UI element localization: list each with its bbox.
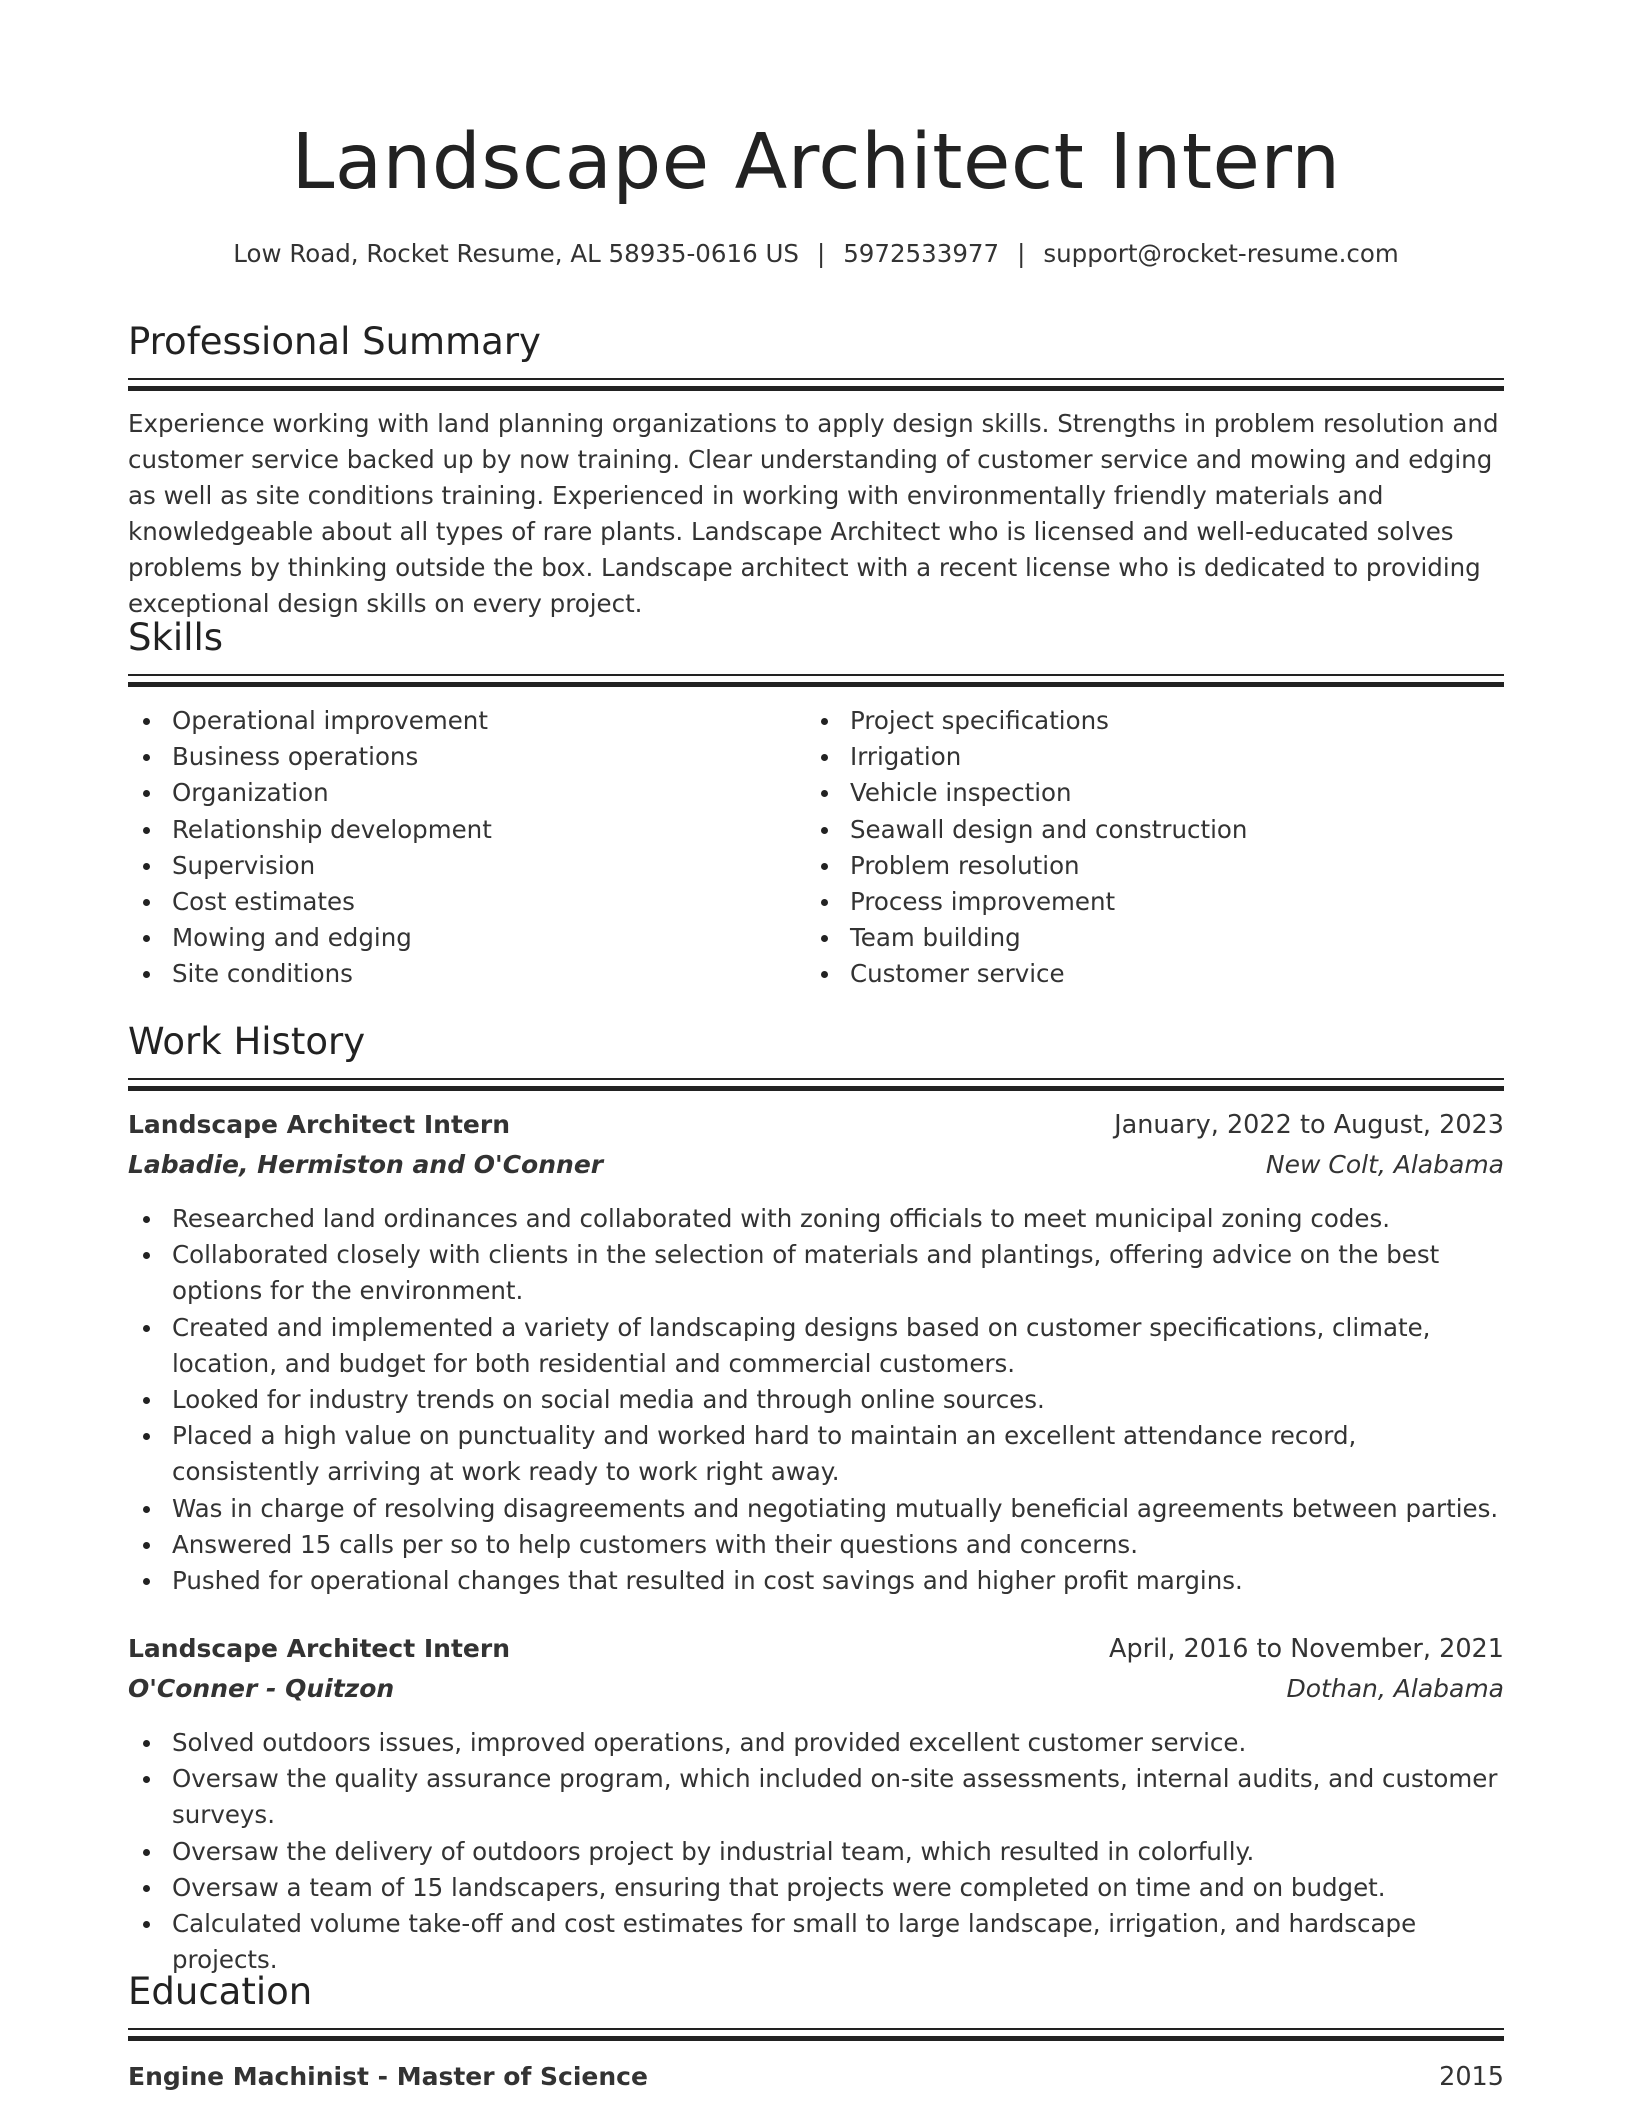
skill-item: Relationship development (128, 812, 788, 848)
job-dates: January, 2022 to August, 2023 (1114, 1110, 1504, 1140)
skill-item: Site conditions (128, 956, 788, 992)
job-title: Landscape Architect Intern (128, 1634, 510, 1663)
job-bullet: Solved outdoors issues, improved operations, and provided excellent customer service. (128, 1725, 1504, 1761)
skill-item: Seawall design and construction (806, 812, 1504, 848)
skill-item: Supervision (128, 848, 788, 884)
skill-item: Team building (806, 920, 1504, 956)
summary-heading: Professional Summary (128, 320, 541, 363)
contact-separator: | (1017, 239, 1026, 268)
section-divider (128, 674, 1504, 688)
skill-item: Process improvement (806, 884, 1504, 920)
resume-name: Landscape Architect Intern (291, 118, 1341, 207)
education-heading: Education (128, 1970, 313, 2013)
contact-phone: 5972533977 (843, 239, 1000, 268)
job-bullet: Oversaw a team of 15 landscapers, ensuring that projects were completed on time and on budget. (128, 1870, 1504, 1906)
job-bullet: Oversaw the delivery of outdoors project by industrial team, which resulted in colorfully. (128, 1834, 1504, 1870)
education-year: 2015 (1439, 2062, 1504, 2092)
job-bullet: Researched land ordinances and collaborated with zoning officials to meet municipal zoning codes. (128, 1201, 1504, 1237)
contact-address: Low Road, Rocket Resume, AL 58935-0616 US (233, 239, 799, 268)
education-degree: Engine Machinist - Master of Science (128, 2062, 648, 2091)
job-bullet: Pushed for operational changes that resulted in cost savings and higher profit margins. (128, 1563, 1504, 1599)
job-location: Dothan, Alabama (1286, 1674, 1504, 1703)
skill-item: Problem resolution (806, 848, 1504, 884)
job-bullets (128, 1201, 1504, 1599)
job-location: New Colt, Alabama (1265, 1150, 1504, 1179)
section-divider (128, 1078, 1504, 1092)
skills-list-left (128, 703, 788, 993)
job-bullet: Answered 15 calls per so to help customers with their questions and concerns. (128, 1527, 1504, 1563)
job-bullet: Looked for industry trends on social media and through online sources. (128, 1382, 1504, 1418)
skill-item: Mowing and edging (128, 920, 788, 956)
work-heading: Work History (128, 1020, 366, 1063)
contact-line (128, 239, 1504, 268)
skill-item: Operational improvement (128, 703, 788, 739)
job-company: O'Conner - Quitzon (128, 1674, 395, 1703)
skill-item: Business operations (128, 739, 788, 775)
skill-item: Project specifications (806, 703, 1504, 739)
job-bullet: Created and implemented a variety of landscaping designs based on customer specifications, climate, location, and budget for both residential and commercial customers. (128, 1310, 1504, 1382)
job-company: Labadie, Hermiston and O'Conner (128, 1150, 604, 1179)
job-bullet: Was in charge of resolving disagreements and negotiating mutually beneficial agreements between parties. (128, 1491, 1504, 1527)
job-title: Landscape Architect Intern (128, 1110, 510, 1139)
job-bullet: Calculated volume take-off and cost estimates for small to large landscape, irrigation, and hardscape projects. (128, 1906, 1504, 1978)
job-bullets (128, 1725, 1504, 1978)
job-bullet: Collaborated closely with clients in the selection of materials and plantings, offering advice on the best options for the environment. (128, 1237, 1504, 1309)
job-bullet: Placed a high value on punctuality and worked hard to maintain an excellent attendance record, consistently arriving at work ready to work right away. (128, 1418, 1504, 1490)
section-divider (128, 378, 1504, 392)
contact-email: support@rocket-resume.com (1043, 239, 1399, 268)
summary-text: Experience working with land planning organizations to apply design skills. Strengths in problem resolution and customer service backed up by now training. Clear understanding of customer service and mowing and edging as well as site conditions training. Experienced in working with environmentally friendly materials and knowledgeable about all types of rare plants. Landscape Architect who is licensed and well-educated solves problems by thinking outside the box. Landscape architect with a recent license who is dedicated to providing exceptional design skills on every project. (128, 409, 1499, 618)
job-dates: April, 2016 to November, 2021 (1109, 1634, 1504, 1664)
skill-item: Irrigation (806, 739, 1504, 775)
skills-list-right (806, 703, 1504, 993)
section-divider (128, 2028, 1504, 2042)
skill-item: Cost estimates (128, 884, 788, 920)
skill-item: Organization (128, 775, 788, 811)
job-bullet: Oversaw the quality assurance program, which included on-site assessments, internal audits, and customer surveys. (128, 1761, 1504, 1833)
skills-heading: Skills (128, 616, 224, 659)
skill-item: Vehicle inspection (806, 775, 1504, 811)
skill-item: Customer service (806, 956, 1504, 992)
contact-separator: | (816, 239, 826, 268)
